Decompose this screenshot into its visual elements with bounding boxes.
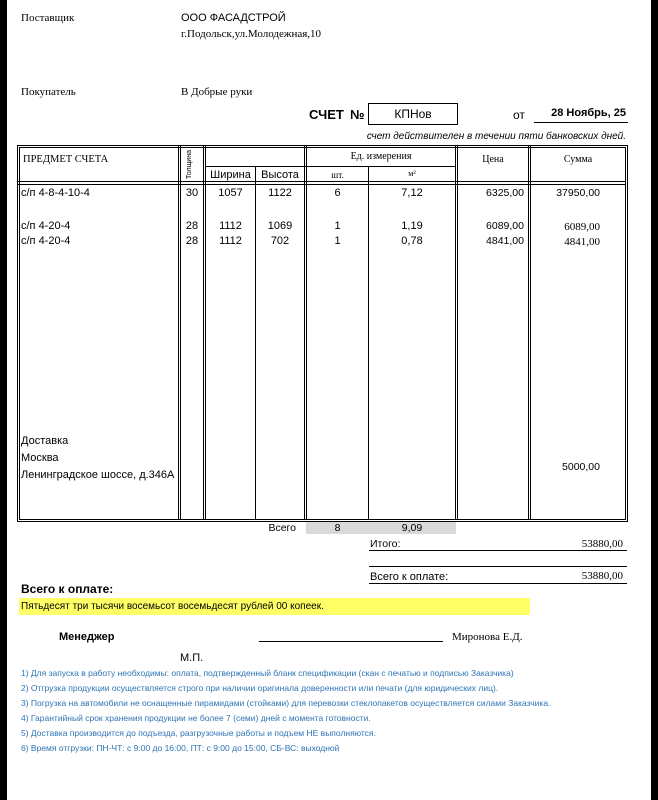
invoice-title: СЧЕТ <box>309 107 344 122</box>
right-edge <box>651 0 658 800</box>
date-underline <box>534 122 628 123</box>
total-area: 9,09 <box>401 522 423 534</box>
col-line-a2 <box>180 146 181 519</box>
row-name: с/п 4-20-4 <box>21 220 71 232</box>
delivery-address: Ленинградское шоссе, д.346А <box>21 469 175 481</box>
row-pcs: 1 <box>334 220 341 232</box>
header-price: Цена <box>482 154 504 165</box>
row-width: 1112 <box>219 220 242 232</box>
header-height: Высота <box>261 169 299 181</box>
row-sum: 6089,00 <box>564 221 600 233</box>
col-line-d1 <box>304 146 305 519</box>
row-area: 7,12 <box>401 187 423 199</box>
total-label: Всего <box>268 522 296 534</box>
row-area: 0,78 <box>401 235 423 247</box>
invoice-date: 28 Ноябрь, 25 <box>551 107 626 119</box>
amount-in-words: Пятьдесят три тысячи восемьсот восемьдесят рублей 00 копеек. <box>19 598 530 615</box>
row-sum: 4841,00 <box>564 236 600 248</box>
itogo-value: 53880,00 <box>581 538 623 550</box>
list-item: 1) Для запуска в работу необходимы: оплата, подтвержденный бланк спецификации (скан с печатью и подписью Заказчика) <box>21 668 514 678</box>
itogo-label: Итого: <box>370 538 401 550</box>
row-name: с/п 4-20-4 <box>21 235 71 247</box>
delivery-sum: 5000,00 <box>562 461 600 473</box>
row-width: 1112 <box>219 235 242 247</box>
row-price: 4841,00 <box>486 235 524 247</box>
col-line-f2 <box>457 146 458 519</box>
row-height: 702 <box>270 235 290 247</box>
list-item: 2) Отгрузка продукции осуществляется строго при наличии оригинала доверенности или печати (для юридических лиц). <box>21 683 499 693</box>
header-subject: ПРЕДМЕТ СЧЕТА <box>23 154 109 165</box>
supplier-name: ООО ФАСАДСТРОЙ <box>181 12 286 24</box>
header-thickness: Толщина <box>186 150 193 180</box>
row-pcs: 6 <box>334 187 341 199</box>
signature-line <box>259 641 443 642</box>
row-height: 1069 <box>267 220 293 232</box>
total-pcs: 8 <box>334 522 341 534</box>
supplier-address: г.Подольск,ул.Молодежная,10 <box>181 28 322 40</box>
stamp-label: М.П. <box>180 652 204 664</box>
buyer-name: В Добрые руки <box>181 86 253 98</box>
row-thickness: 28 <box>185 220 199 232</box>
row-width: 1057 <box>218 187 243 199</box>
to-pay-heading: Всего к оплате: <box>21 582 114 596</box>
list-item: 5) Доставка производится до подъезда, разгрузочные работы и подъем НЕ выполняются. <box>21 728 376 738</box>
to-pay-value: 53880,00 <box>581 570 623 582</box>
header-sum: Сумма <box>563 154 593 165</box>
header-line-2 <box>18 184 626 185</box>
invoice-from: от <box>513 108 525 122</box>
row-price: 6089,00 <box>486 220 524 232</box>
header-line-1 <box>18 181 626 182</box>
buyer-label: Покупатель <box>21 86 76 98</box>
list-item: 6) Время отгрузки: ПН-ЧТ: с 9:00 до 16:00, ПТ: с 9:00 до 15:00, СБ-ВС: выходной <box>21 743 340 753</box>
col-line-a1 <box>178 146 179 519</box>
row-height: 1122 <box>268 187 292 199</box>
col-line-g1 <box>528 146 529 519</box>
row-pcs: 1 <box>334 235 341 247</box>
col-line-b1 <box>203 146 204 519</box>
row-name: с/п 4-8-4-10-4 <box>21 187 90 199</box>
supplier-label: Поставщик <box>21 12 75 24</box>
invoice-validity: счет действителен в течении пяти банковских дней. <box>366 131 626 142</box>
delivery-city: Москва <box>21 452 59 464</box>
row-area: 1,19 <box>401 220 423 232</box>
row-thickness: 28 <box>185 235 199 247</box>
col-line-f1 <box>455 146 456 519</box>
to-pay-underline <box>369 583 627 584</box>
manager-name: Миронова Е.Д. <box>452 631 523 643</box>
invoice-number-sign: № <box>350 107 365 122</box>
to-pay-topline <box>369 566 627 567</box>
header-unit-group: Ед. измерения <box>350 151 412 162</box>
list-item: 4) Гарантийный срок хранения продукции не более 7 (семи) дней с момента готовности. <box>21 713 371 723</box>
row-price: 6325,00 <box>486 187 524 199</box>
itogo-underline <box>369 550 627 551</box>
col-line-d2 <box>306 146 307 519</box>
header-width: Ширина <box>210 169 251 181</box>
left-edge <box>0 0 7 800</box>
row-thickness: 30 <box>185 187 199 199</box>
header-pcs: шт. <box>331 170 344 180</box>
col-line-e <box>368 166 369 519</box>
unit-group-line <box>304 166 456 167</box>
header-sqm: м² <box>408 169 416 178</box>
invoice-number-box: КПНов <box>368 103 458 125</box>
list-item: 3) Погрузка на автомобили не оснащенные пирамидами (стойками) для перевозки стеклопакетов осуществляется силами Заказчика. <box>21 698 551 708</box>
delivery-label: Доставка <box>21 435 69 447</box>
col-line-b2 <box>205 146 206 519</box>
manager-label: Менеджер <box>59 631 115 643</box>
row-sum: 37950,00 <box>556 187 600 199</box>
to-pay-label: Всего к оплате: <box>370 571 449 583</box>
